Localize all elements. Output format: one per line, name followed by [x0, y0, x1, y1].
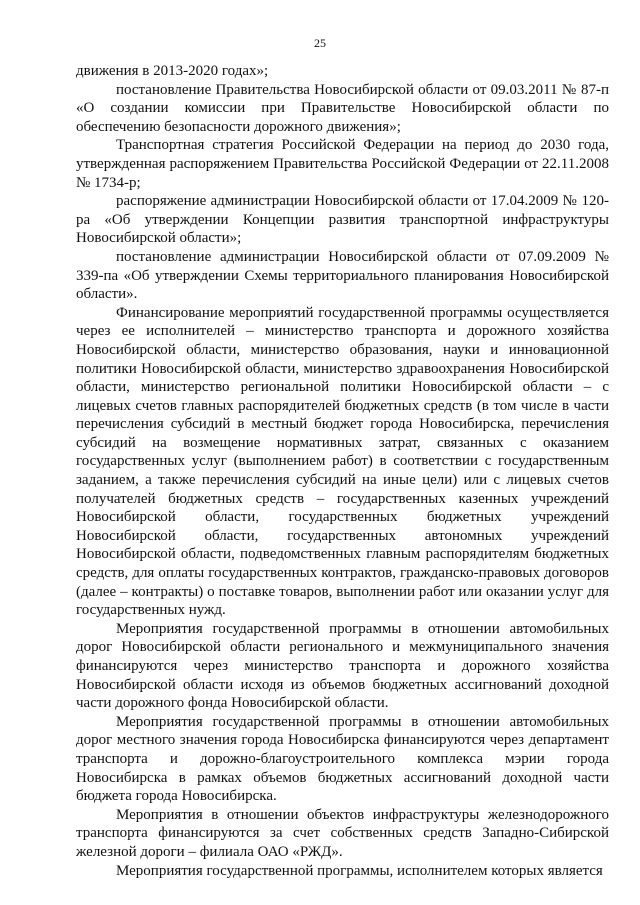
document-body [76, 62, 609, 880]
paragraph-financing: Финансирование мероприятий государственной программы осуществляется через ее исполнителей – министерство транспорта и дорожного хозяйства Новосибирской области, министерство образования, науки и инновационной политики Новосибирской области, министерство здравоохранения Новосибирской области, министерство региональной политики Новосибирской области – с лицевых счетов главных распорядителей бюджетных средств (в том числе в части перечисления субсидий в местный бюджет города Новосибирска, перечисления субсидий на возмещение нормативных затрат, связанных с оказанием государственных услуг (выполнением работ) в соответствии с государственным заданием, а также перечисления субсидий на иные цели) или с лицевых счетов получателей бюджетных средств – государственных казенных учреждений Новосибирской области, государственных бюджетных учреждений Новосибирской области, государственных автономных учреждений Новосибирской области, подведомственных главным распорядителям бюджетных средств, для оплаты государственных контрактов, гражданско-правовых договоров (далее – контракты) о поставке товаров, выполнении работ или оказании услуг для государственных нужд. [76, 304, 609, 619]
paragraph-order-120ra: распоряжение администрации Новосибирской области от 17.04.2009 № 120-ра «Об утверждении Концепции развития транспортной инфраструктуры Новосибирской области»; [76, 193, 609, 247]
paragraph-regional-roads: Мероприятия государственной программы в отношении автомобильных дорог Новосибирской области регионального и межмуниципального значения финансируются через министерство транспорта и дорожного хозяйства Новосибирской области исходя из объемов бюджетных ассигнований доходной части дорожного фонда Новосибирской области. [76, 620, 609, 712]
paragraph-decree-87p: постановление Правительства Новосибирской области от 09.03.2011 № 87-п «О создании комиссии при Правительстве Новосибирской области по обеспечению безопасности дорожного движения»; [76, 81, 609, 135]
paragraph-continuation: движения в 2013-2020 годах»; [76, 63, 269, 79]
paragraph-executor: Мероприятия государственной программы, исполнителем которых является [116, 862, 603, 879]
paragraph-railway: Мероприятия в отношении объектов инфраструктуры железнодорожного транспорта финансируются за счет собственных средств Западно-Сибирской железной дороги – филиала ОАО «РЖД». [76, 806, 609, 860]
page-number: 25 [314, 36, 326, 50]
paragraph-decree-339pa: постановление администрации Новосибирской области от 07.09.2009 № 339-па «Об утверждении Схемы территориального планирования Новосибирской области». [76, 248, 609, 303]
paragraph-local-roads: Мероприятия государственной программы в отношении автомобильных дорог местного значения города Новосибирска финансируются через департамент транспорта и дорожно-благоустроительного комплекса мэрии города Новосибирска в рамках объемов бюджетных ассигнований доходной части бюджета города Новосибирска. [76, 713, 609, 805]
paragraph-transport-strategy: Транспортная стратегия Российской Федерации на период до 2030 года, утвержденная распоряжением Правительства Российской Федерации от 22.11.2008 № 1734-р; [76, 137, 609, 191]
